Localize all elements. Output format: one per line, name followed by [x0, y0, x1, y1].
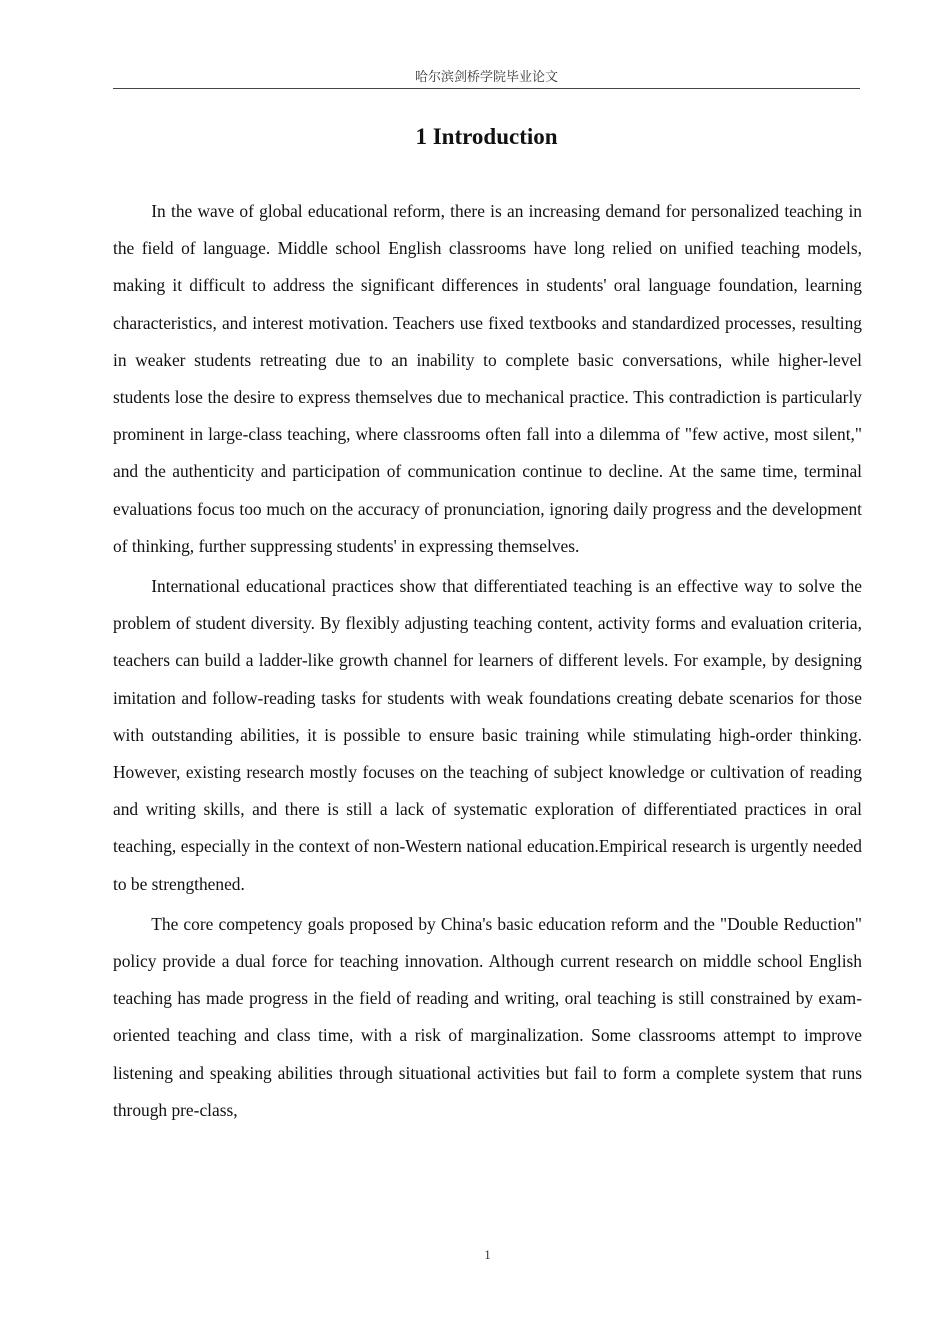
page-number: 1: [484, 1247, 491, 1262]
header-rule: [113, 88, 860, 89]
paragraph: The core competency goals proposed by China's basic education reform and the "Double Reduction" policy provide a dual force for teaching innovation. Although current research on middle school English teaching has made progress in the field of reading and writing, oral teaching is still constrained by exam-oriented teaching and class time, with a risk of marginalization. Some classrooms attempt to improve listening and speaking abilities through situational activities but fail to form a complete system that runs through pre-class,: [113, 913, 862, 1120]
body-text: [113, 193, 862, 1132]
section-title: 1 Introduction: [415, 124, 558, 149]
paragraph: In the wave of global educational reform, there is an increasing demand for personalized teaching in the field of language. Middle school English classrooms have long relied on unified teaching models, making it difficult to address the significant differences in students' oral language foundation, learning characteristics, and interest motivation. Teachers use fixed textbooks and standardized processes, resulting in weaker students retreating due to an inability to complete basic conversations, while higher-level students lose the desire to express themselves due to mechanical practice. This contradiction is particularly prominent in large-class teaching, where classrooms often fall into a dilemma of "few active, most silent," and the authenticity and participation of communication continue to decline. At the same time, terminal evaluations focus too much on the accuracy of pronunciation, ignoring daily progress and the development of thinking, further suppressing students' in expressing themselves.: [113, 201, 862, 556]
paragraph: International educational practices show that differentiated teaching is an effective way to solve the problem of student diversity. By flexibly adjusting teaching content, activity forms and evaluation criteria, teachers can build a ladder-like growth channel for learners of different levels. For example, by designing imitation and follow-reading tasks for students with weak foundations creating debate scenarios for those with outstanding abilities, it is possible to ensure basic training while stimulating high-order thinking. However, existing research mostly focuses on the teaching of subject knowledge or cultivation of reading and writing skills, and there is still a lack of systematic exploration of differentiated practices in oral teaching, especially in the context of non-Western national education.Empirical research is urgently needed to be strengthened.: [113, 576, 862, 894]
running-header: 哈尔滨剑桥学院毕业论文: [414, 70, 558, 85]
